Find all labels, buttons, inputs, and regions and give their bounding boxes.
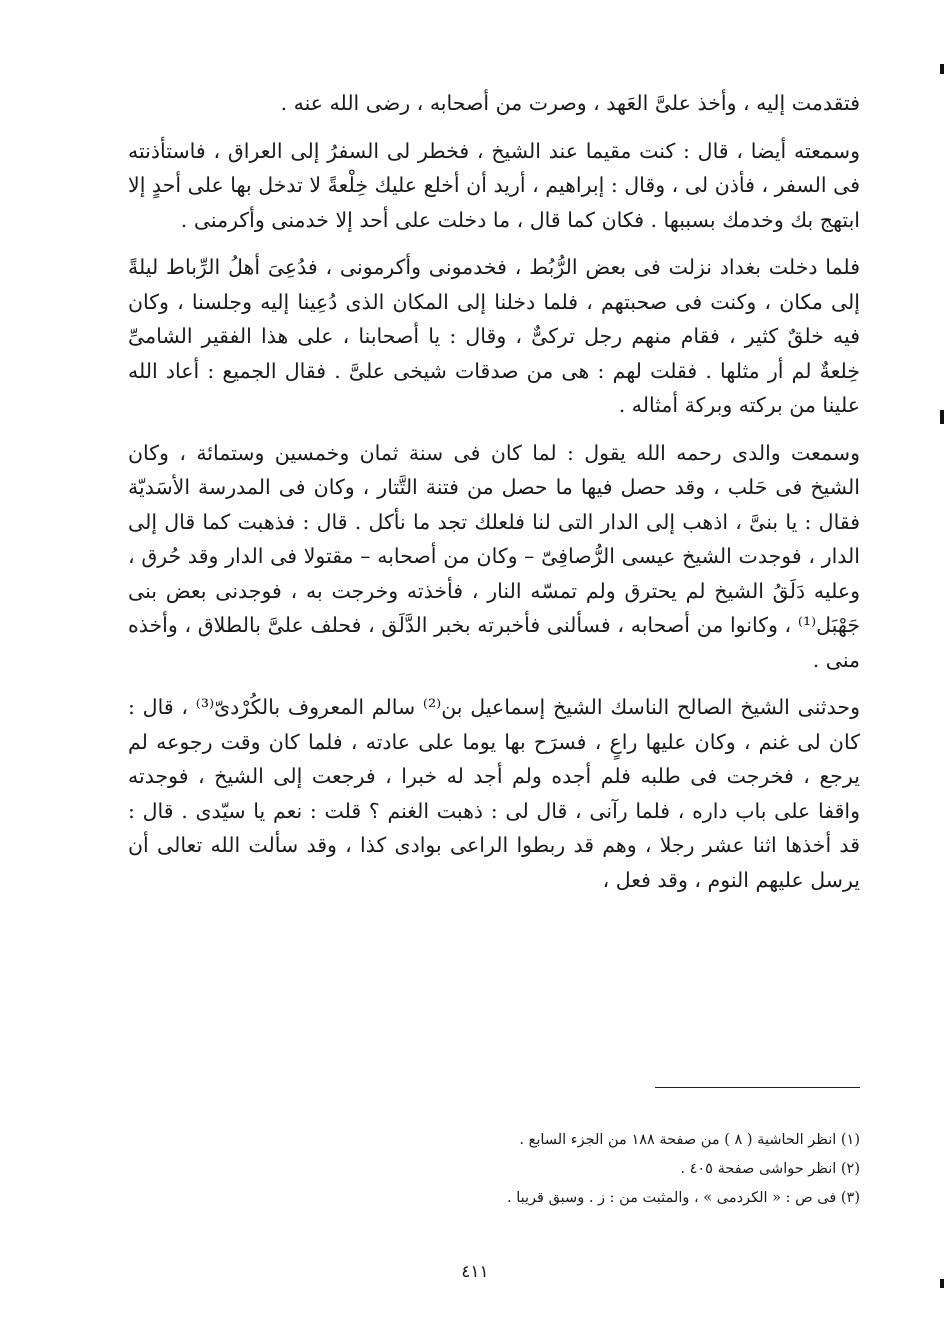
footnote-3: (٣) فى ص : « الكردمى » ، والمثبت من : ز . وسبق قريبا . (507, 1190, 860, 1206)
scan-edge-mark (940, 1279, 944, 1288)
footnotes (300, 1126, 860, 1213)
paragraph-5: وحدثنى الشيخ الصالح الناسك الشيخ إسماعيل بن⁽²⁾ سالم المعروف بالكُرْدىّ⁽³⁾ ، قال : كان لى غنم ، وكان عليها راعٍ ، فسرَح بها يوما على عادته ، فلما كان وقت رجوعه لم يرجع ، فخرجت فى طلبه فلم أجده ولم أجد له خبرا ، فرجعت إلى الشيخ ، فوجدته واقفا على باب داره ، فلما رآنى ، قال لى : ذهبت الغنم ؟ قلت : نعم يا سيّدى . قال : قد أخذها اثنا عشر رجلا ، وهم قد ربطوا الراعى بوادى كذا ، وقد سألت الله تعالى أن يرسل عليهم النوم ، وقد فعل ، (128, 695, 860, 892)
main-text-body (128, 86, 860, 897)
scan-edge-mark (940, 64, 944, 74)
page-number: ٤١١ (461, 1262, 489, 1282)
paragraph-3: فلما دخلت بغداد نزلت فى بعض الرُّبُط ، فخدمونى وأكرمونى ، فدُعِىَ أهلُ الرِّباط ليلةً إلى مكان ، وكنت فى صحبتهم ، فلما دخلنا إلى المكان الذى دُعِينا إليه وجلسنا ، وكان فيه خلقٌ كثير ، فقام منهم رجل تركىٌّ ، وقال : يا أصحابنا ، على هذا الفقير الشامىِّ خِلعةٌ لم أر مثلها . فقلت لهم : هى من صدقات شيخى علىَّ . فقال الجميع : أعاد الله علينا من بركته وبركة أمثاله . (128, 255, 860, 417)
paragraph-1: فتقدمت إليه ، وأخذ علىَّ العَهد ، وصرت من أصحابه ، رضى الله عنه . (280, 91, 860, 115)
paragraph-4: وسمعت والدى رحمه الله يقول : لما كان فى سنة ثمان وخمسين وستمائة ، وكان الشيخ فى حَلب ، وقد حصل فيها ما حصل من فتنة التَّتار ، وكان فى المدرسة الأسَديّة فقال : يا بنىَّ ، اذهب إلى الدار التى لنا فلعلك تجد ما نأكل . قال : فذهبت كما قال إلى الدار ، فوجدت الشيخ عيسى الرُّصافِىّ – وكان من أصحابه – مقتولا فى الدار وقد حُرق ، وعليه دَلَقُ الشيخ لم يحترق ولم تمسّه النار ، فأخذته وخرجت به ، فوجدنى بعض بنى جَهْبَل⁽¹⁾ ، وكانوا من أصحابه ، فسألنى فأخبرته بخبر الدَّلَق ، فحلف علىَّ بالطلاق ، وأخذه منى . (128, 440, 860, 672)
footnote-divider (655, 1087, 860, 1088)
footnote-1: (١) انظر الحاشية ( ٨ ) من صفحة ١٨٨ من الجزء السابع . (519, 1132, 860, 1148)
footnote-2: (٢) انظر حواشى صفحة ٤٠٥ . (680, 1161, 860, 1177)
paragraph-2: وسمعته أيضا ، قال : كنت مقيما عند الشيخ ، فخطر لى السفرُ إلى العراق ، فاستأذنته فى السفر ، فأذن لى ، وقال : إبراهيم ، أريد أن أخلع عليك خِلْعةً لا تدخل بها على أحدٍ إلا ابتهج بك وخدمك بسببها . فكان كما قال ، ما دخلت على أحد إلا خدمنى وأكرمنى . (128, 138, 860, 232)
scan-edge-mark (940, 410, 944, 424)
